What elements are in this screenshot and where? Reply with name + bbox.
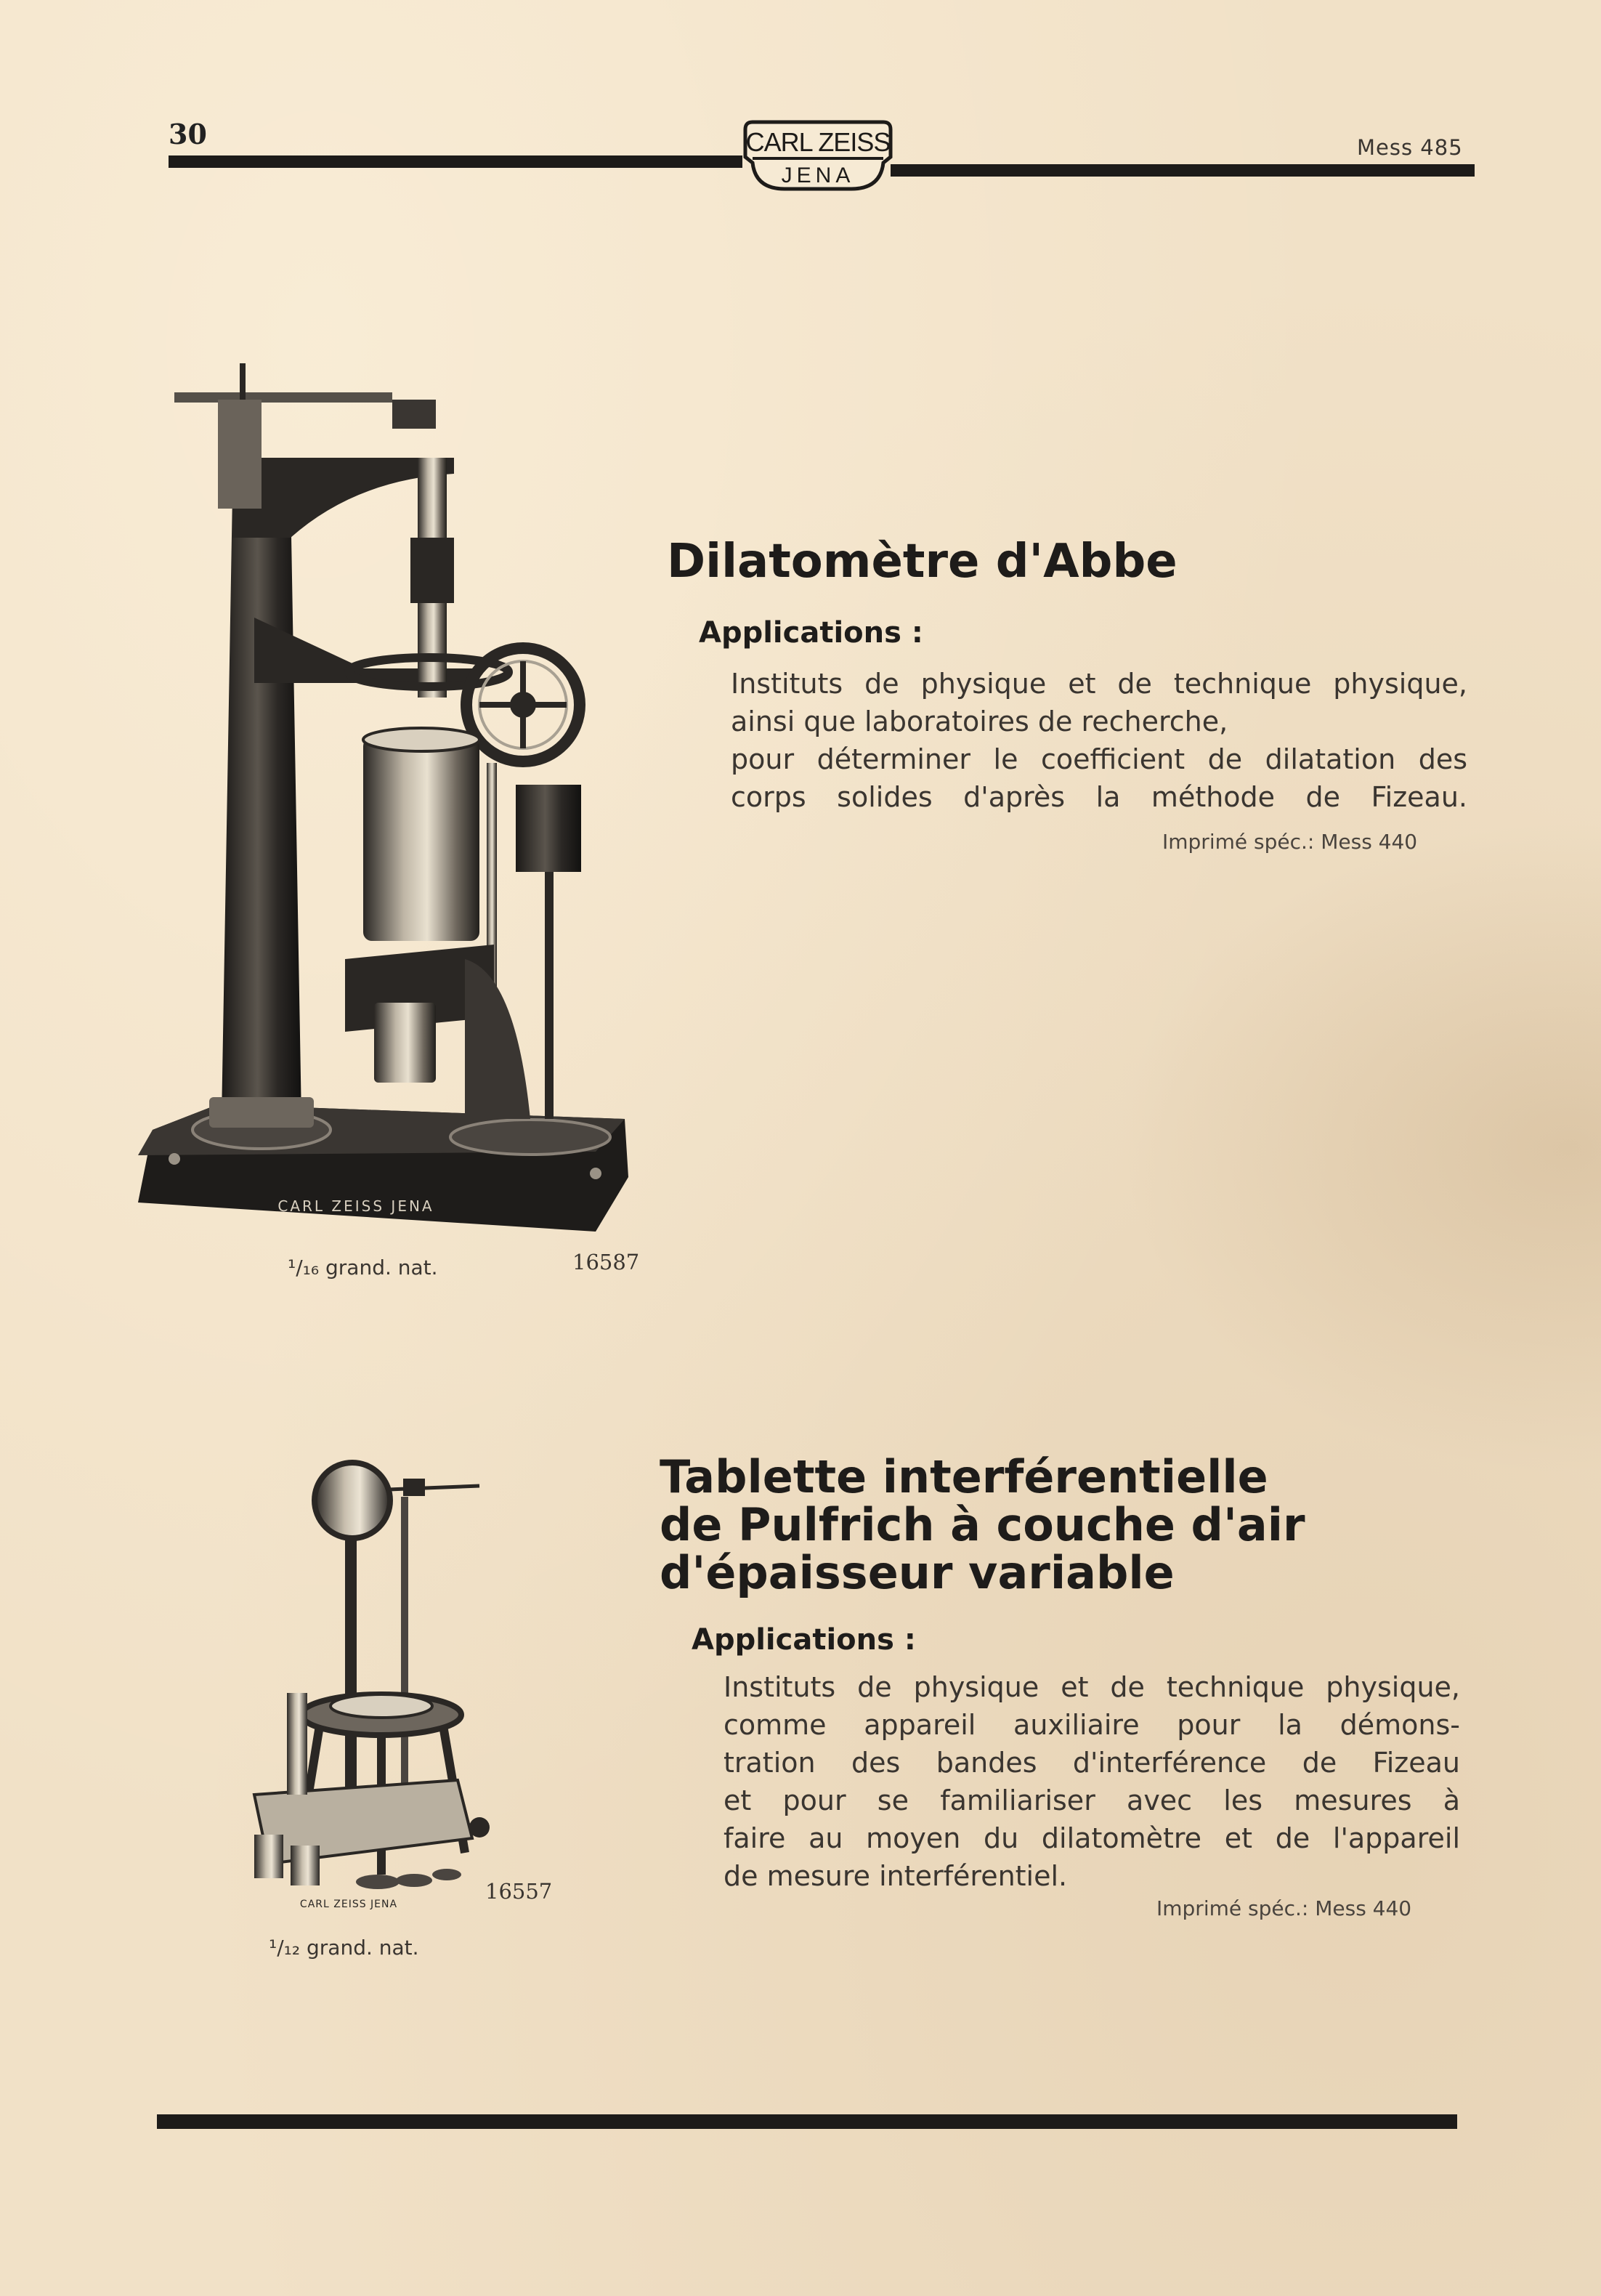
document-reference: Mess 485 [1357, 135, 1463, 160]
dilatometer-illustration [123, 349, 647, 1250]
section2-body-line: Instituts de physique et de technique physique, [724, 1671, 1460, 1703]
section1-body-line: pour déterminer le coefficient de dilatation des [731, 743, 1467, 775]
section1-applications-label: Applications : [699, 616, 923, 650]
figure1-number: 16587 [572, 1250, 640, 1274]
section1-printed-reference: Imprimé spéc.: Mess 440 [1162, 830, 1418, 854]
header-rule-right [891, 164, 1475, 177]
carl-zeiss-logo [742, 116, 893, 192]
page-number: 30 [169, 118, 207, 150]
section2-body-line: tration des bandes d'interférence de Fizeau [724, 1747, 1460, 1779]
base-engraving: CARL ZEISS JENA [277, 1197, 434, 1215]
figure2-number: 16557 [485, 1879, 553, 1904]
section1-body-line: ainsi que laboratoires de recherche, [731, 706, 1228, 737]
section2-title [660, 1450, 1305, 1599]
interference-table-illustration [240, 1446, 574, 1925]
section2-body-line: et pour se familiariser avec les mesures à [724, 1784, 1460, 1816]
section1-title: Dilatomètre d'Abbe [667, 535, 1178, 589]
section2-applications-label: Applications : [692, 1623, 916, 1657]
section2-title-line: de Pulfrich à couche d'air [660, 1498, 1305, 1551]
section1-body-line: corps solides d'après la méthode de Fizeau. [731, 781, 1467, 813]
logo-text-top: CARL ZEISS [745, 127, 891, 157]
figure2-caption: ¹/₁₂ grand. nat. [269, 1936, 419, 1960]
section2-body-line: de mesure interférentiel. [724, 1860, 1068, 1892]
section2-printed-reference: Imprimé spéc.: Mess 440 [1156, 1896, 1412, 1920]
logo-text-bottom: JENA [781, 163, 855, 187]
fig2-base-label: CARL ZEISS JENA [299, 1899, 398, 1910]
section2-title-line: d'épaisseur variable [660, 1546, 1175, 1599]
footer-rule [157, 2114, 1457, 2129]
header-rule-left [169, 155, 742, 168]
section1-body [731, 665, 1467, 816]
section2-title-line: Tablette interférentielle [660, 1450, 1268, 1503]
section1-body-line: Instituts de physique et de technique physique, [731, 668, 1467, 700]
figure1-caption: ¹/₁₆ grand. nat. [288, 1256, 438, 1280]
section2-body-line: comme appareil auxiliaire pour la démons- [724, 1709, 1460, 1741]
section2-body [724, 1668, 1460, 1895]
section2-body-line: faire au moyen du dilatomètre et de l'appareil [724, 1822, 1460, 1854]
